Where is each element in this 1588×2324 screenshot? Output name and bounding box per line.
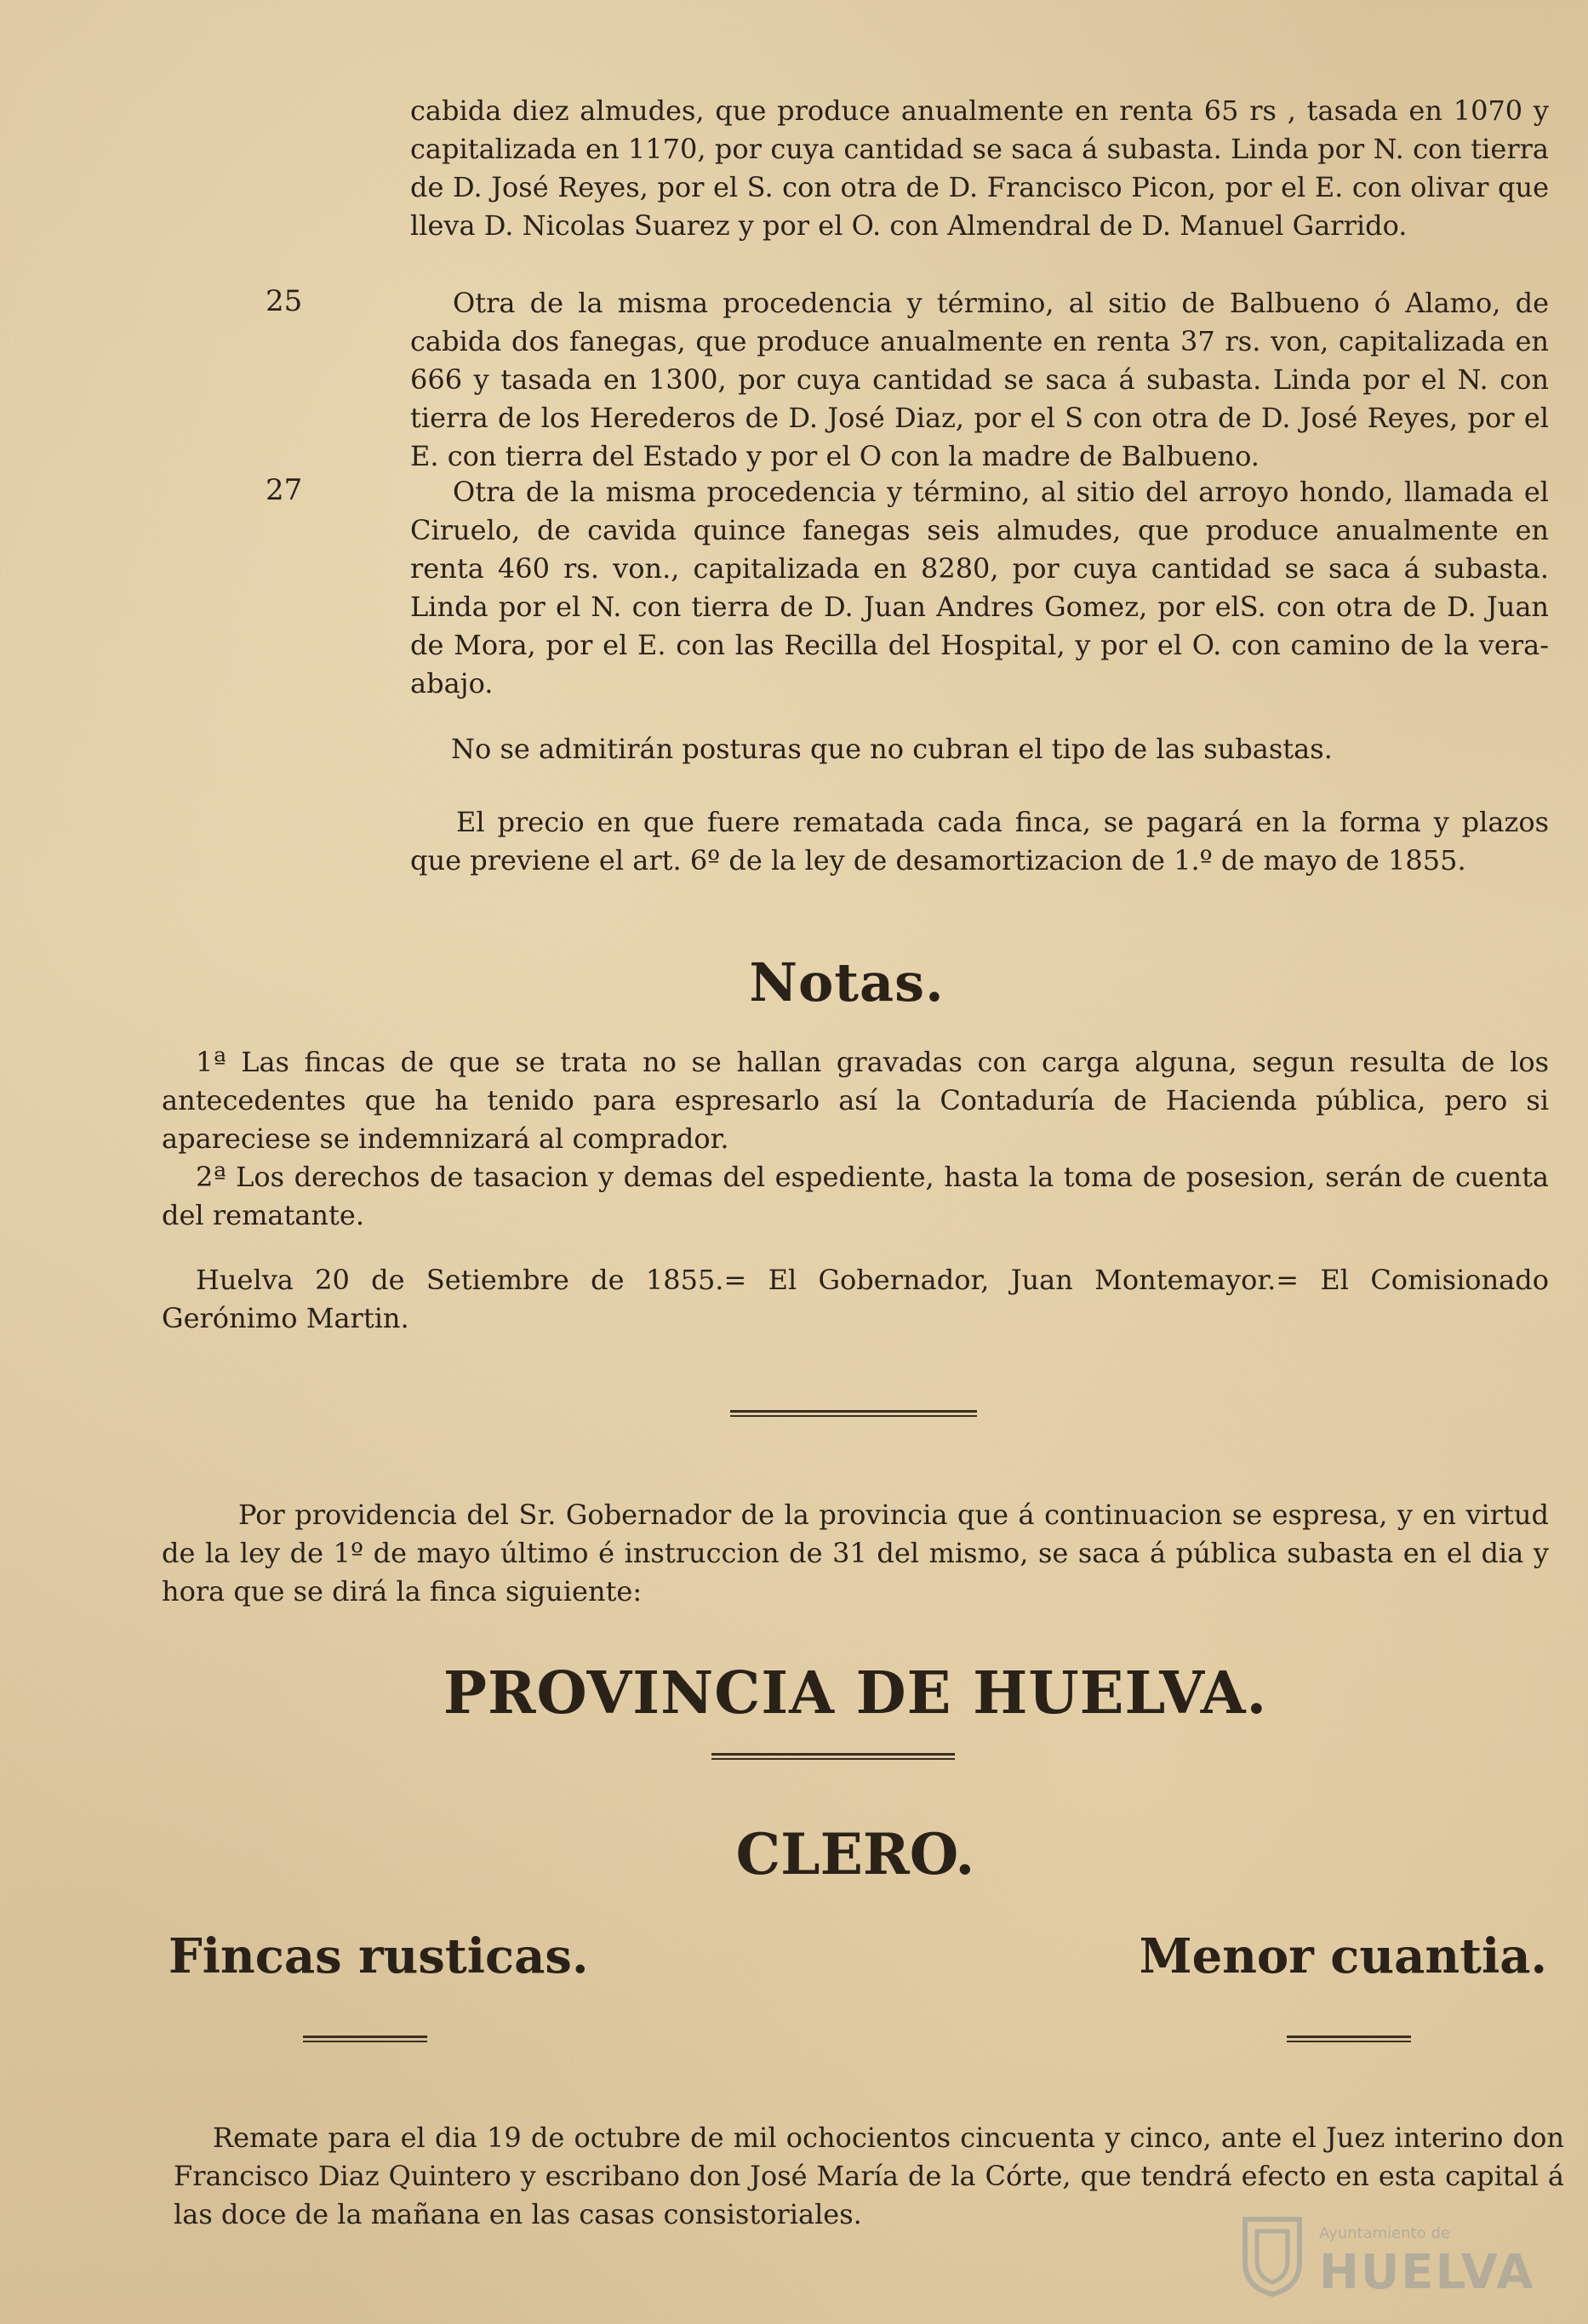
entry-number: 25 bbox=[266, 284, 303, 318]
watermark-small-text: Ayuntamiento de bbox=[1319, 2224, 1450, 2242]
fincas-underline bbox=[303, 2036, 427, 2042]
nota-text: Los derechos de tasacion y demas del espediente, hasta la toma de posesion, serán de cuenta del rematante. bbox=[162, 1161, 1550, 1231]
nota-text: Las fincas de que se trata no se hallan gravadas con carga alguna, segun resulta de los antecedentes que ha tenido para espresarlo así la Contaduría de Hacienda pública, pero si apareciese se indemnizará al comprador. bbox=[162, 1046, 1550, 1155]
no-admitiran-line bbox=[451, 730, 1549, 768]
entry-25 bbox=[410, 284, 1549, 476]
provincia-title: PROVINCIA DE HUELVA. bbox=[443, 1659, 1268, 1727]
watermark-logo bbox=[1238, 2213, 1579, 2306]
firma-paragraph bbox=[162, 1261, 1549, 1338]
watermark-big-text: HUELVA bbox=[1319, 2245, 1535, 2300]
nota-1 bbox=[162, 1043, 1549, 1158]
notas-title: Notas. bbox=[749, 951, 945, 1014]
cuantia-underline bbox=[1287, 2036, 1411, 2042]
precio-paragraph bbox=[410, 803, 1549, 880]
entry-text: Otra de la misma procedencia y término, al sitio de Balbueno ó Alamo, de cabida dos fanegas, que produce anualmente en renta 37 rs. von, capitalizada en 666 y tasada en 1300, por cuya cantidad se saca á subasta. Linda por el N. con tierra de los Herederos de D. José Diaz, por el S con otra de D. José Reyes, por el E. con tierra del Estado y por el O con la madre de Balbueno. bbox=[410, 287, 1549, 472]
notas-list bbox=[162, 1043, 1549, 1235]
entry-continuation bbox=[410, 92, 1549, 245]
entry-text: Otra de la misma procedencia y término, al sitio del arroyo hondo, llamada el Ciruelo, de cavida quince fanegas seis almudes, que produce anualmente en renta 460 rs. von., capitalizada en 8280, por cuya cantidad se saca á subasta. Linda por el N. con tierra de D. Juan Andres Gomez, por elS. con otra de D. Juan de Mora, por el E. con las Recilla del Hospital, y por el O. con camino de la vera-abajo. bbox=[410, 476, 1549, 699]
fincas-rusticas-label: Fincas rusticas. bbox=[169, 1928, 589, 1984]
precio-text: El precio en que fuere rematada cada finca, se pagará en la forma y plazos que previene el art. 6º de la ley de desamortizacion de 1.º de mayo de 1855. bbox=[410, 806, 1549, 876]
providencia-paragraph bbox=[162, 1496, 1549, 1611]
entry-number: 27 bbox=[266, 473, 303, 507]
nota-2 bbox=[162, 1158, 1549, 1235]
entry-27 bbox=[410, 473, 1549, 703]
nota-number: 1ª bbox=[196, 1046, 226, 1078]
entry-text: cabida diez almudes, que produce anualmente en renta 65 rs , tasada en 1070 y capitalizada en 1170, por cuya cantidad se saca á subasta. Linda por N. con tierra de D. José Reyes, por el S. con otra de D. Francisco Picon, por el E. con olivar que lleva D. Nicolas Suarez y por el O. con Almendral de D. Manuel Garrido. bbox=[410, 94, 1549, 242]
nota-number: 2ª bbox=[196, 1161, 226, 1193]
no-admitiran-text: No se admitirán posturas que no cubran el tipo de las subastas. bbox=[451, 733, 1333, 765]
shield-icon bbox=[1238, 2213, 1306, 2298]
provincia-underline bbox=[711, 1753, 955, 1760]
menor-cuantia-label: Menor cuantia. bbox=[1139, 1928, 1547, 1984]
providencia-text: Por providencia del Sr. Gobernador de la provincia que á continuacion se espresa, y en virtud de la ley de 1º de mayo último é instruccion de 31 del mismo, se saca á pública subasta en el dia y hora que se dirá la finca siguiente: bbox=[162, 1499, 1549, 1607]
remate-text: Remate para el dia 19 de octubre de mil ochocientos cincuenta y cinco, ante el Juez interino don Francisco Diaz Quintero y escribano don José María de la Córte, que tendrá efecto en esta capital á las doce de la mañana en las casas consistoriales. bbox=[174, 2121, 1564, 2230]
clero-title: CLERO. bbox=[735, 1821, 975, 1887]
firma-text: Huelva 20 de Setiembre de 1855.= El Gobernador, Juan Montemayor.= El Comisionado Gerónimo Martin. bbox=[162, 1264, 1549, 1334]
separator-rule bbox=[730, 1410, 977, 1417]
